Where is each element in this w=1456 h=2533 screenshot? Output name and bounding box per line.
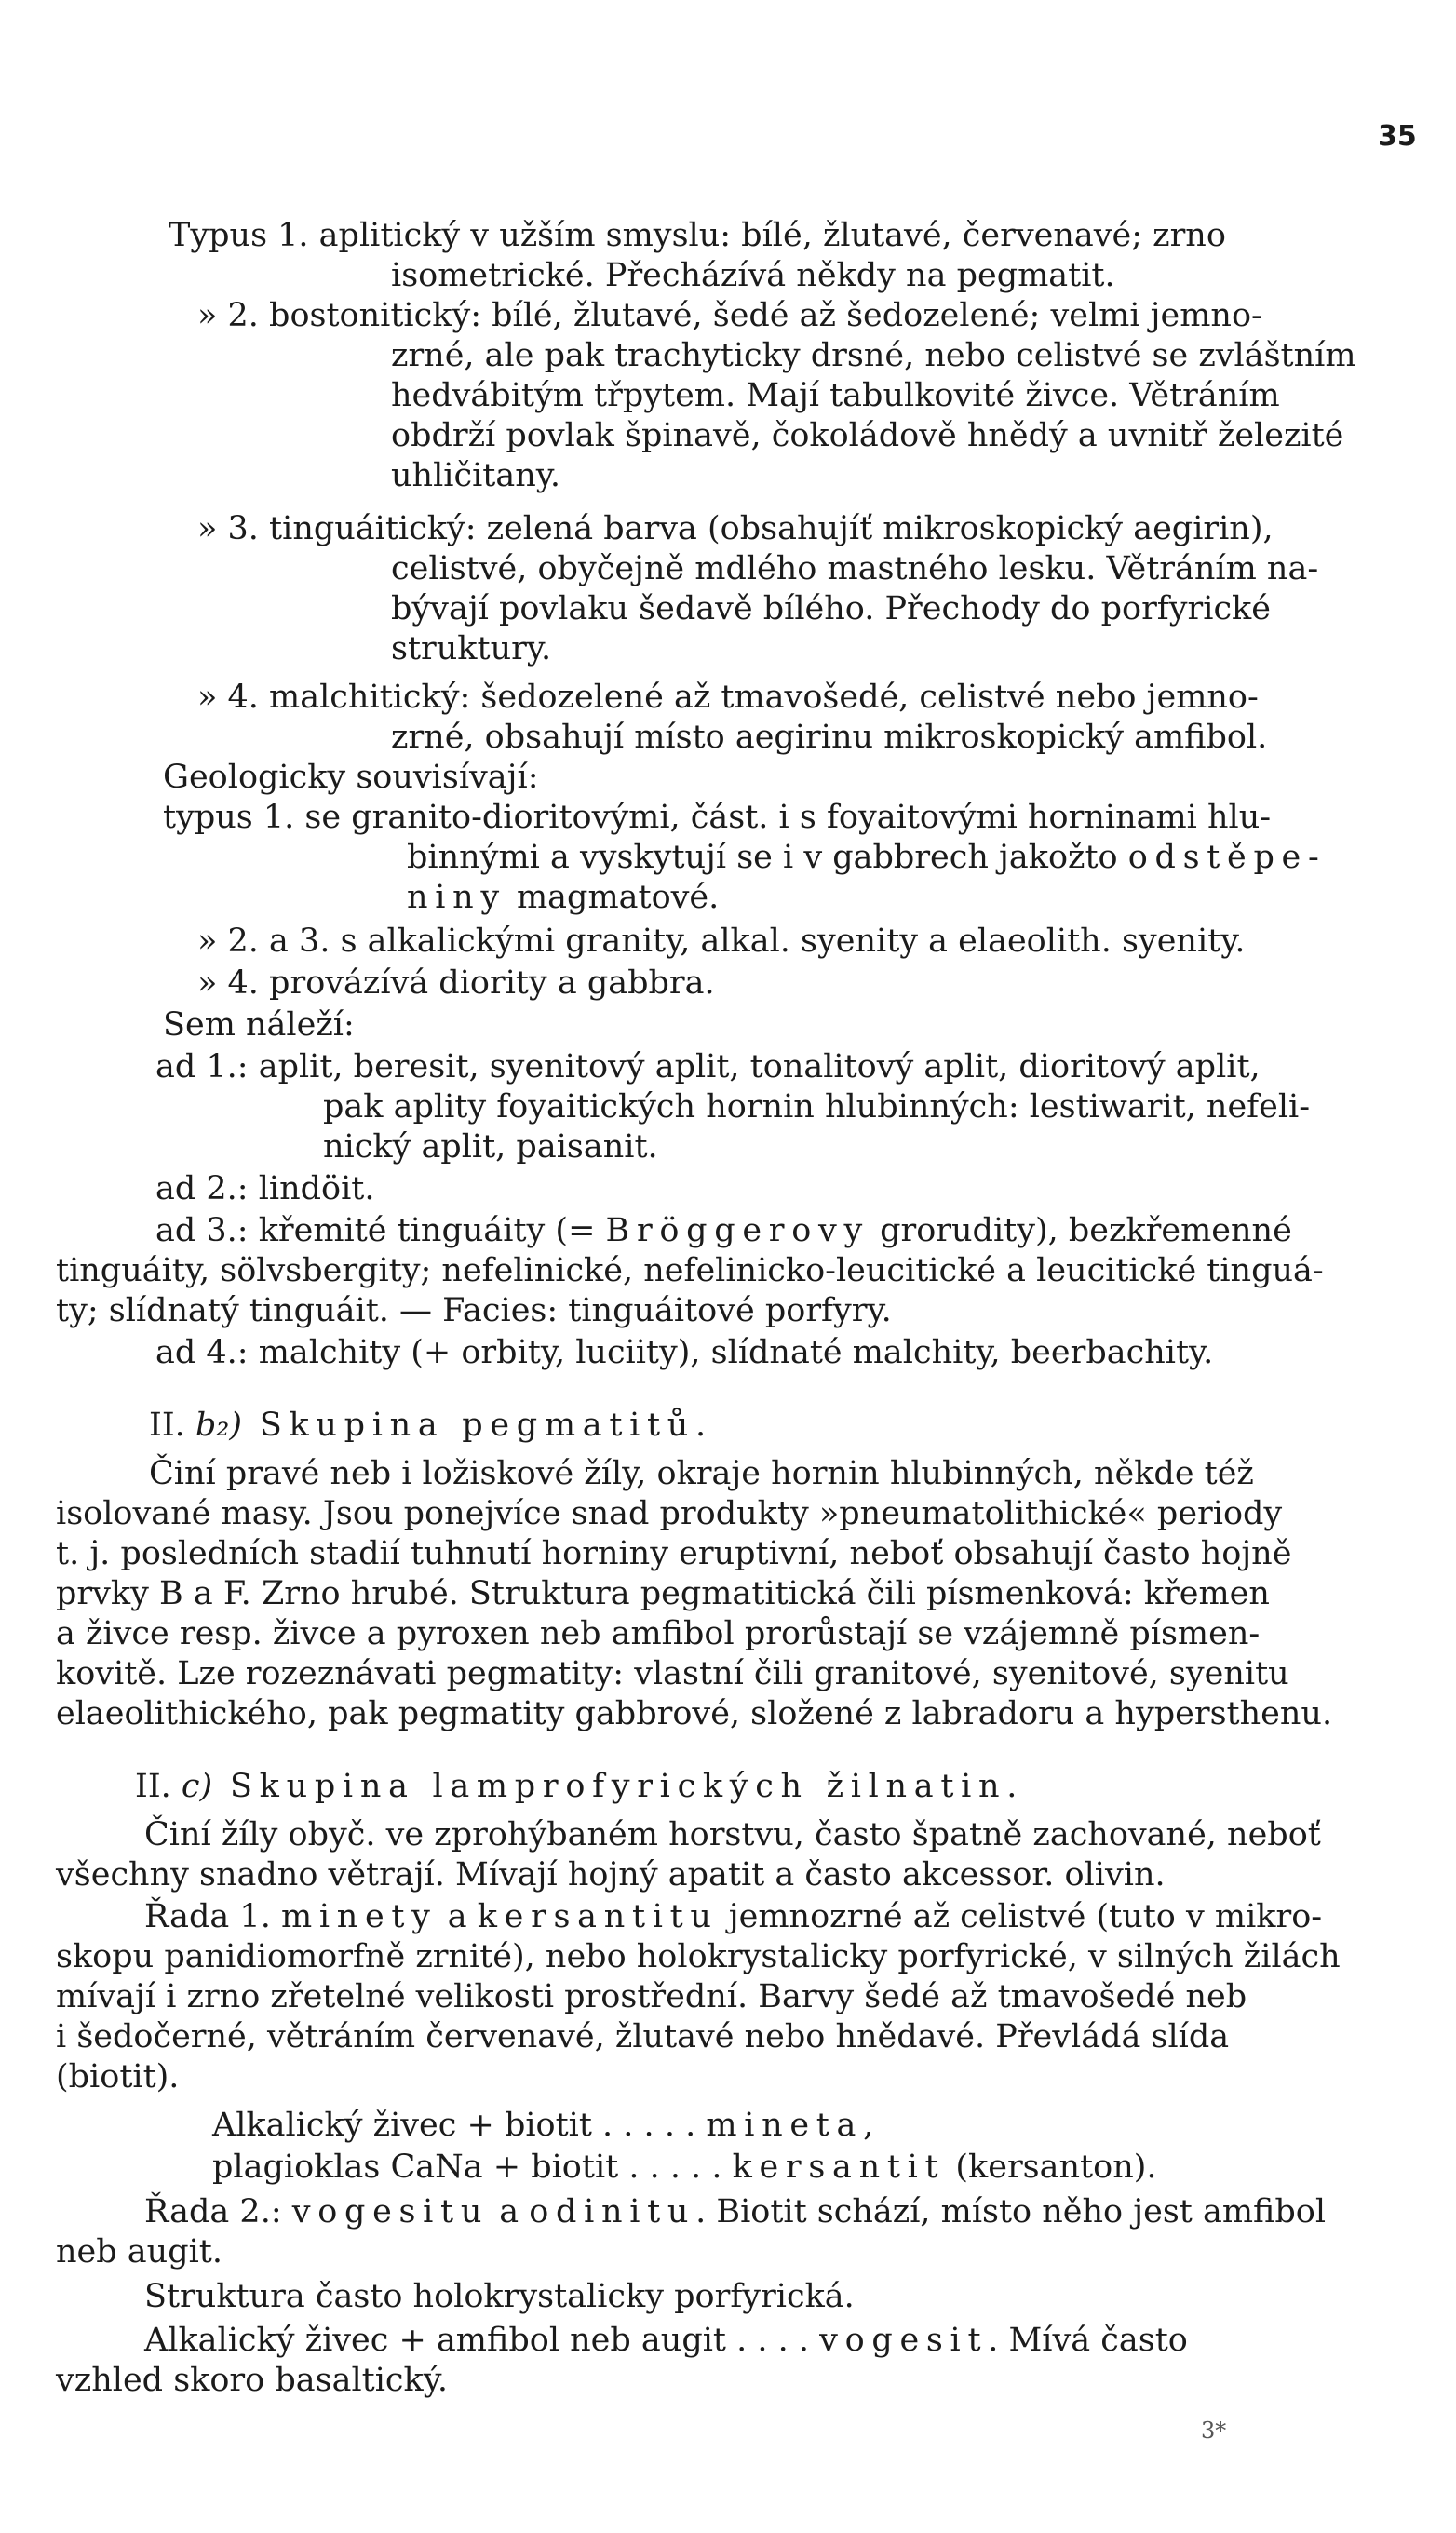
text-run: . Biotit schází, místo něho jest amfibol: [695, 2193, 1327, 2230]
text-line: Geologicky souvisívají:: [163, 759, 539, 796]
spaced-term: mineta,: [706, 2107, 881, 2144]
text-run: plagioklas CaNa + biotit . . . . .: [212, 2149, 733, 2186]
text-run: II.: [135, 1768, 182, 1805]
text-line: i šedočerné, větráním červenavé, žlutavé nebo hnědavé. Převládá slída: [56, 2018, 1230, 2055]
text-line: isometrické. Přecházívá někdy na pegmatit.: [391, 257, 1115, 294]
text-line: Typus 1. aplitický v užším smyslu: bílé, žlutavé, červenavé; zrno: [169, 217, 1226, 254]
text-line: t. j. posledních stadií tuhnutí horniny eruptivní, neboť obsahují často hojně: [56, 1535, 1292, 1572]
text-line: [212, 2148, 1157, 2187]
text-line: obdrží povlak špinavě, čokoládově hnědý a uvnitř železité: [391, 417, 1344, 454]
text-run: . Mívá často: [988, 2322, 1188, 2359]
text-line: elaeolithického, pak pegmatity gabbrové, složené z labradoru a hypersthenu.: [56, 1695, 1333, 1732]
text-line: typus 1. se granito-dioritovými, část. i s foyaitovými horninami hlu-: [163, 799, 1272, 836]
spaced-term: minety: [280, 1898, 438, 1935]
spaced-term: Skupina lamprofyrických žilnatin.: [212, 1768, 1025, 1805]
text-line: prvky B a F. Zrno hrubé. Struktura pegmatitická čili písmenková: křemen: [56, 1575, 1270, 1612]
text-run: a: [437, 1898, 478, 1935]
text-run: binnými a vyskytují se i v gabbrech jakožto: [407, 839, 1128, 876]
text-line: » 2. bostonitický: bílé, žlutavé, šedé až šedozelené; velmi jemno-: [197, 297, 1262, 334]
text-line: isolované masy. Jsou ponejvíce snad produkty »pneumatolithické« periody: [56, 1495, 1283, 1532]
text-line: zrné, ale pak trachyticky drsné, nebo celistvé se zvláštním: [391, 337, 1356, 374]
spaced-term: niny: [407, 879, 506, 916]
spaced-term: Skupina pegmatitů.: [242, 1407, 713, 1444]
text-run: II.: [149, 1407, 195, 1444]
text-line: nický aplit, paisanit.: [323, 1128, 658, 1165]
page-number: 35: [1378, 120, 1417, 153]
text-line: Sem náleží:: [163, 1006, 355, 1044]
text-run: a: [489, 2193, 530, 2230]
spaced-term: Bröggerovy: [605, 1212, 870, 1249]
text-run: Řada 2.:: [144, 2193, 292, 2230]
text-run: jemnozrné až celistvé (tuto v mikro-: [718, 1898, 1323, 1935]
spaced-term: vogesit: [819, 2322, 989, 2359]
section-heading: [149, 1406, 713, 1445]
text-line: vzhled skoro basaltický.: [56, 2362, 448, 2399]
text-line: » 4. provázívá diority a gabbra.: [197, 964, 715, 1002]
text-run: grorudity), bezkřemenné: [869, 1212, 1292, 1249]
text-line: » 2. a 3. s alkalickými granity, alkal. syenity a elaeolith. syenity.: [197, 923, 1246, 960]
spaced-term: odinitu: [529, 2193, 696, 2230]
text-line: » 4. malchitický: šedozelené až tmavošedé, celistvé nebo jemno-: [197, 679, 1259, 716]
heading-label: b₂): [195, 1407, 242, 1444]
text-run: (kersanton).: [945, 2149, 1157, 2186]
heading-label: c): [181, 1768, 213, 1805]
text-line: neb augit.: [56, 2233, 222, 2270]
text-line: [155, 1211, 1292, 1250]
text-line: bývají povlaku šedavě bílého. Přechody do porfyrické: [391, 590, 1271, 627]
text-run: Řada 1.: [144, 1898, 281, 1935]
text-line: ad 2.: lindöit.: [155, 1170, 375, 1207]
text-line: hedvábitým třpytem. Mají tabulkovité živce. Větráním: [391, 377, 1280, 414]
text-line: (biotit).: [56, 2058, 180, 2095]
text-line: celistvé, obyčejně mdlého mastného lesku. Větráním na-: [391, 550, 1319, 587]
text-line: pak aplity foyaitických hornin hlubinných: lestiwarit, nefeli-: [323, 1088, 1311, 1125]
text-line: [144, 2192, 1326, 2231]
text-line: [407, 878, 719, 917]
spaced-term: kersantit: [732, 2149, 946, 2186]
text-run: Alkalický živec + amfibol neb augit . . . .: [144, 2322, 820, 2359]
text-line: Činí pravé neb i ložiskové žíly, okraje hornin hlubinných, někde též: [149, 1455, 1254, 1492]
text-line: zrné, obsahují místo aegirinu mikroskopický amfibol.: [391, 719, 1268, 756]
spaced-term: odstěpe-: [1127, 839, 1327, 876]
text-line: skopu panidiomorfně zrnité), nebo holokrystalicky porfyrické, v silných žilách: [56, 1938, 1341, 1975]
text-line: uhličitany.: [391, 457, 560, 494]
text-run: ad 3.: křemité tinguáity (=: [155, 1212, 606, 1249]
text-line: tinguáity, sölvsbergity; nefelinické, nefelinicko-leucitické a leucitické tinguá-: [56, 1252, 1324, 1289]
text-line: a živce resp. živce a pyroxen neb amfibol prorůstají se vzájemně písmen-: [56, 1615, 1261, 1652]
text-line: všechny snadno větrají. Mívají hojný apatit a často akcessor. olivin.: [56, 1856, 1166, 1893]
text-run: Alkalický živec + biotit . . . . .: [212, 2107, 707, 2144]
text-line: Struktura často holokrystalicky porfyrická.: [144, 2278, 855, 2315]
text-line: mívají i zrno zřetelné velikosti prostřední. Barvy šedé až tmavošedé neb: [56, 1978, 1247, 2015]
spaced-term: kersantitu: [477, 1898, 719, 1935]
text-line: ad 4.: malchity (+ orbity, luciity), slídnaté malchity, beerbachity.: [155, 1334, 1214, 1371]
text-line: » 3. tinguáitický: zelená barva (obsahujíť mikroskopický aegirin),: [197, 510, 1274, 547]
section-heading: [135, 1767, 1024, 1806]
text-line: ty; slídnatý tinguáit. — Facies: tinguáitové porfyry.: [56, 1292, 892, 1329]
text-line: [144, 2321, 1188, 2360]
text-line: [144, 1897, 1322, 1936]
text-line: ad 1.: aplit, beresit, syenitový aplit, tonalitový aplit, dioritový aplit,: [155, 1048, 1261, 1085]
spaced-term: vogesitu: [291, 2193, 490, 2230]
text-line: [407, 838, 1327, 877]
text-line: [212, 2106, 881, 2145]
signature-mark: 3*: [1201, 2418, 1227, 2444]
text-line: struktury.: [391, 630, 552, 667]
text-run: magmatové.: [506, 879, 720, 916]
text-line: kovitě. Lze rozeznávati pegmatity: vlastní čili granitové, syenitové, syenitu: [56, 1655, 1289, 1692]
text-line: Činí žíly obyč. ve zprohýbaném horstvu, často špatně zachované, neboť: [144, 1816, 1321, 1853]
